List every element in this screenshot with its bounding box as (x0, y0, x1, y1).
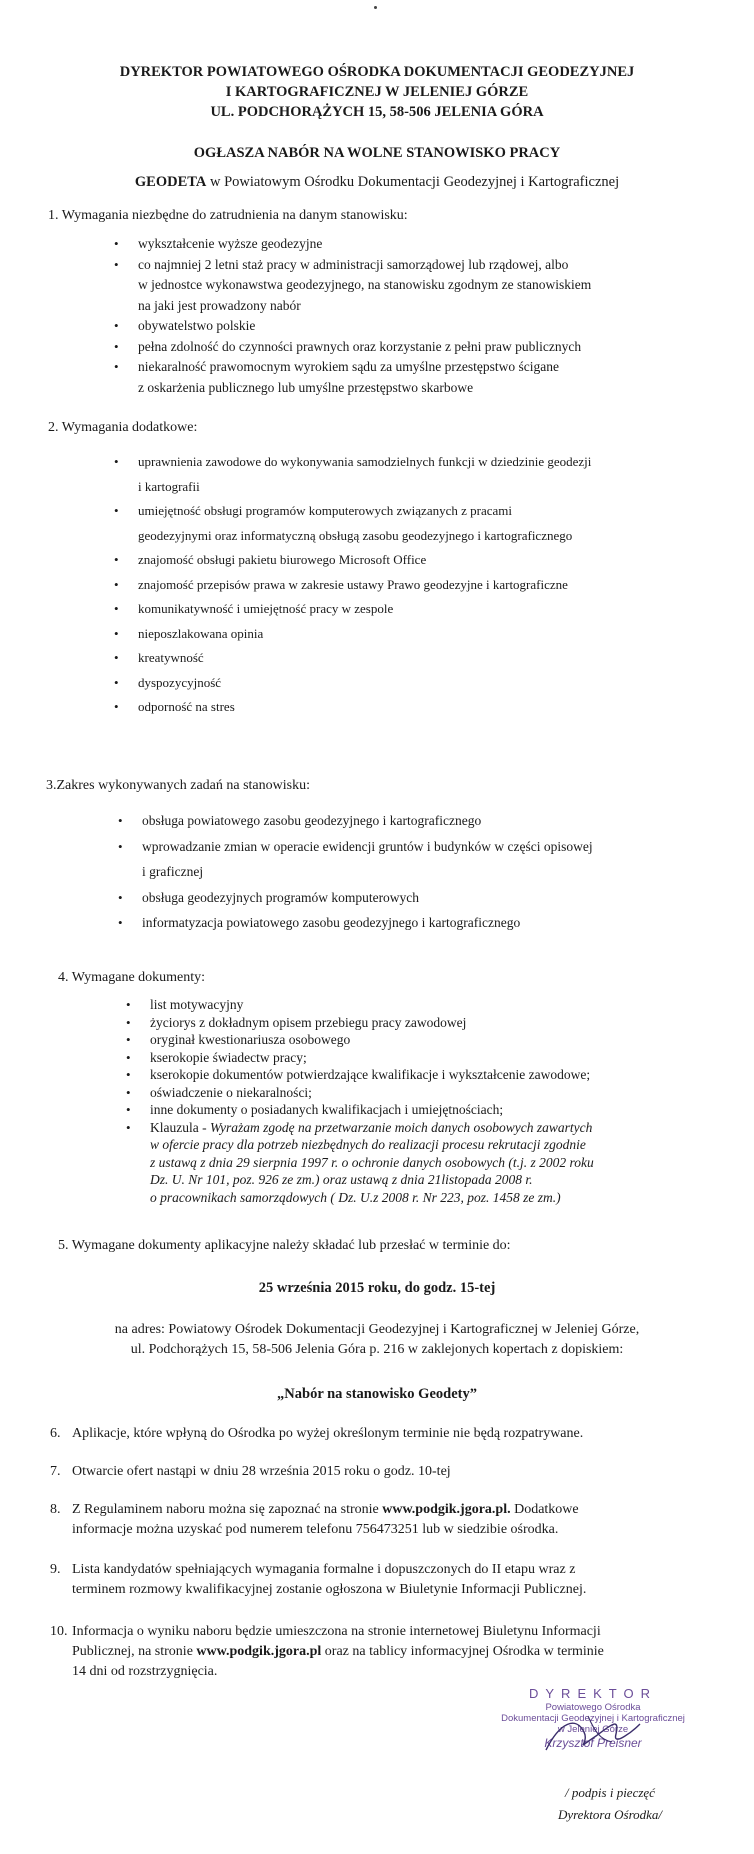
address-line-1: na adres: Powiatowy Ośrodek Dokumentacji Geodezyjnej i Kartograficznej w Jeleniej Górze, (114, 1322, 640, 1337)
paragraph-number: 9. (50, 1562, 61, 1577)
section-1-list (112, 234, 682, 398)
list-item: • obsługa geodezyjnych programów komputerowych (116, 885, 686, 911)
section-4-list (124, 996, 664, 1206)
section-3-list (116, 808, 686, 936)
section-4-title: 4. Wymagane dokumenty: (58, 970, 206, 985)
list-item-continuation: na jaki jest prowadzony nabór (138, 297, 301, 313)
list-item-continuation: i kartografii (138, 478, 200, 494)
paragraph-7: 7. Otwarcie ofert nastąpi w dniu 28 września 2015 roku o godz. 10-tej (50, 1462, 710, 1482)
paragraph-6: 6. Aplikacje, które wpłyną do Ośrodka po wyżej określonym terminie nie będą rozpatrywane. (50, 1424, 710, 1444)
handwritten-signature (488, 1686, 698, 1776)
list-item: • oświadczenie o niekaralności; (124, 1084, 664, 1102)
section-3-title: 3.Zakres wykonywanych zadań na stanowisku: (46, 778, 310, 793)
list-item: • życiorys z dokładnym opisem przebiegu pracy zawodowej (124, 1014, 664, 1032)
paragraph-9: 9. Lista kandydatów spełniających wymagania formalne i dopuszczonych do II etapu wraz z terminem rozmowy kwalifikacyjnej zostanie ogłoszona w Biuletynie Informacji Publicznej. (50, 1562, 587, 1597)
header-line-1: DYREKTOR POWIATOWEGO OŚRODKA DOKUMENTACJI GEODEZYJNEJ (119, 64, 635, 80)
paragraph-number: 7. (50, 1464, 61, 1479)
klauzula-label: Klauzula - (150, 1119, 210, 1135)
list-item: • komunikatywność i umiejętność pracy w zespole (112, 597, 682, 622)
list-item: • oryginał kwestionariusza osobowego (124, 1031, 664, 1049)
list-item: • co najmniej 2 letni staż pracy w administracji samorządowej lub rządowej, albo (112, 255, 682, 276)
list-item: • informatyzacja powiatowego zasobu geodezyjnego i kartograficznego (116, 910, 686, 936)
stamp-name: Krzysztof Preisner (544, 1736, 642, 1750)
header-line-2: I KARTOGRAFICZNEJ W JELENIEJ GÓRZE (225, 84, 529, 100)
list-item: • wykształcenie wyższe geodezyjne (112, 234, 682, 255)
list-item: • znajomość obsługi pakietu biurowego Microsoft Office (112, 548, 682, 573)
stamp-body: Powiatowego Ośrodka Dokumentacji Geodezyjnej i Kartograficznej w Jeleniej Górze (501, 1702, 685, 1735)
section-5-title: 5. Wymagane dokumenty aplikacyjne należy składać lub przesłać w terminie do: (58, 1238, 511, 1253)
deadline: 25 września 2015 roku, do godz. 15-tej (258, 1280, 496, 1296)
list-item: • niekaralność prawomocnym wyrokiem sądu za umyślne przestępstwo ścigane (112, 357, 682, 378)
list-item: • obsługa powiatowego zasobu geodezyjnego i kartograficznego (116, 808, 686, 834)
envelope-note: „Nabór na stanowisko Geodety” (277, 1386, 477, 1402)
stamp-title: DYREKTOR (529, 1686, 657, 1701)
paragraph-number: 8. (50, 1502, 61, 1517)
scan-speck (374, 6, 377, 9)
position-title: GEODETA (134, 174, 207, 190)
paragraph-8: 8. Z Regulaminem naboru można się zapoznać na stronie www.podgik.jgora.pl. Dodatkowe informacje można uzyskać pod numerem telefonu 756473251 lub w siedzibie ośrodka. (50, 1502, 579, 1537)
position-line (60, 174, 694, 191)
list-item: • kserokopie dokumentów potwierdzające kwalifikacje i wykształcenie zawodowe; (124, 1066, 664, 1084)
list-item-continuation: w jednostce wykonawstwa geodezyjnego, na stanowisku zgodnym ze stanowiskiem (138, 277, 592, 292)
paragraph-number: 6. (50, 1426, 61, 1441)
list-item: • inne dokumenty o posiadanych kwalifikacjach i umiejętnościach; (124, 1101, 664, 1119)
klauzula-line: Wyrażam zgodę na przetwarzanie moich danych osobowych zawartych (209, 1119, 593, 1135)
position-department: w Powiatowym Ośrodku Dokumentacji Geodezyjnej i Kartograficznej (206, 174, 620, 190)
announcement-heading: OGŁASZA NABÓR NA WOLNE STANOWISKO PRACY (193, 145, 561, 161)
list-item: • nieposzlakowana opinia (112, 622, 682, 647)
list-item: • kreatywność (112, 646, 682, 671)
list-item: • wprowadzanie zmian w operacie ewidencji gruntów i budynków w części opisowej (116, 834, 686, 860)
klauzula-line: o pracownikach samorządowych ( Dz. U.z 2008 r. Nr 223, poz. 1458 ze zm.) (150, 1189, 561, 1205)
klauzula-item (124, 1119, 664, 1207)
list-item: • kserokopie świadectw pracy; (124, 1049, 664, 1067)
list-item-continuation: geodezyjnymi oraz informatyczną obsługą zasobu geodezyjnego i kartograficznego (138, 527, 573, 543)
list-item: • list motywacyjny (124, 996, 664, 1014)
list-item: • uprawnienia zawodowe do wykonywania samodzielnych funkcji w dziedzinie geodezji (112, 450, 682, 475)
list-item: • obywatelstwo polskie (112, 316, 682, 337)
list-item: • dyspozycyjność (112, 671, 682, 696)
signature-caption-line-2: Dyrektora Ośrodka/ (557, 1807, 663, 1822)
klauzula-line: z ustawą z dnia 29 sierpnia 1997 r. o ochronie danych osobowych (t.j. z 2002 roku (150, 1154, 594, 1170)
list-item: • pełna zdolność do czynności prawnych oraz korzystanie z pełni praw publicznych (112, 337, 682, 358)
address-line-2: ul. Podchorążych 15, 58-506 Jelenia Góra p. 216 w zaklejonych kopertach z dopiskiem: (130, 1342, 624, 1357)
list-item: • znajomość przepisów prawa w zakresie ustawy Prawo geodezyjne i kartograficzne (112, 573, 682, 598)
klauzula-line: Dz. U. Nr 101, poz. 926 ze zm.) oraz ustawą z dnia 21listopada 2008 r. (150, 1172, 533, 1187)
list-item: • umiejętność obsługi programów komputerowych związanych z pracami (112, 499, 682, 524)
list-item: • odporność na stres (112, 695, 682, 720)
section-2-title: 2. Wymagania dodatkowe: (48, 420, 198, 435)
paragraph-number: 10. (50, 1624, 68, 1639)
section-1-title: 1. Wymagania niezbędne do zatrudnienia na danym stanowisku: (48, 208, 408, 223)
website-link[interactable]: www.podgik.jgora.pl (196, 1644, 322, 1659)
signature-caption-line-1: / podpis i pieczęć (565, 1785, 655, 1800)
website-link[interactable]: www.podgik.jgora.pl. (382, 1502, 511, 1517)
director-stamp (488, 1686, 698, 1776)
list-item-continuation: z oskarżenia publicznego lub umyślne przestępstwo skarbowe (138, 379, 474, 395)
header-line-3: UL. PODCHORĄŻYCH 15, 58-506 JELENIA GÓRA (210, 104, 544, 120)
section-2-list (112, 450, 682, 720)
paragraph-10: 10. Informacja o wyniku naboru będzie umieszczona na stronie internetowej Biuletynu Informacji Publicznej, na stronie www.podgik.jgora.pl oraz na tablicy informacyjnej Ośrodka w terminie 14 dni od rozstrzygnięcia. (50, 1624, 604, 1679)
klauzula-line: w ofercie pracy dla potrzeb niezbędnych do realizacji procesu rekrutacji zgodnie (150, 1137, 586, 1152)
list-item-continuation: i graficznej (142, 864, 204, 879)
